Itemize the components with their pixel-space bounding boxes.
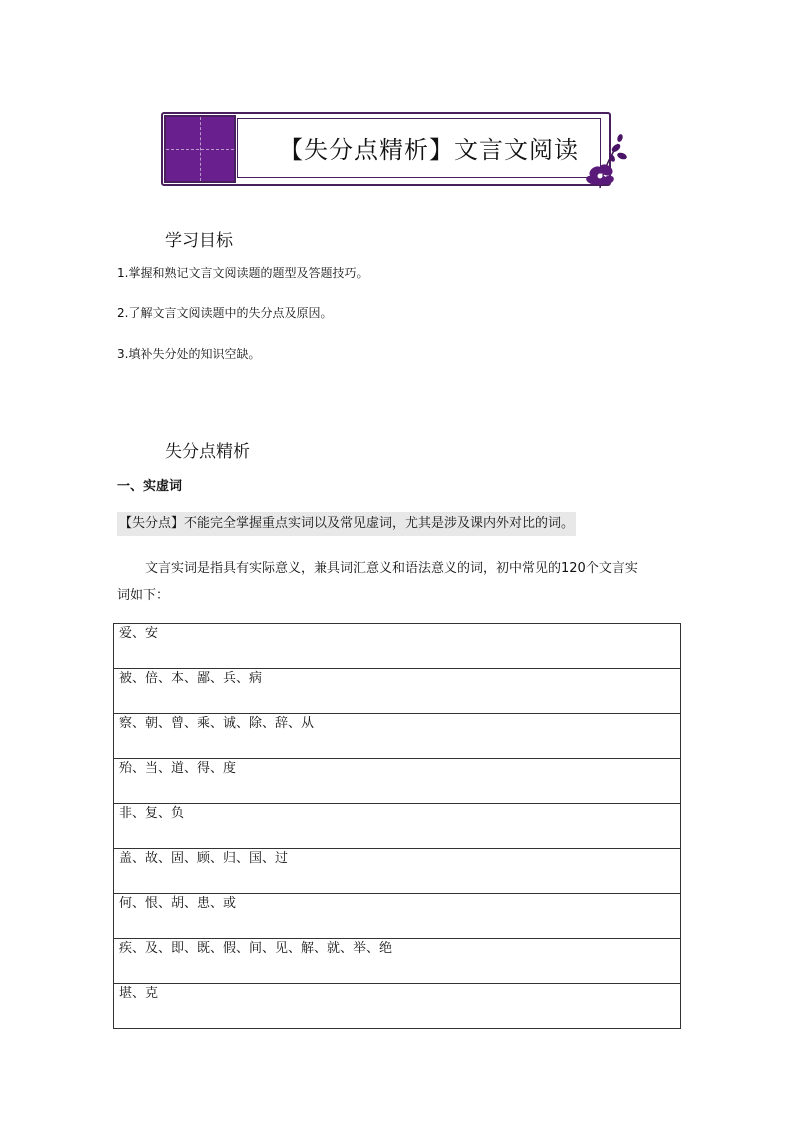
table-row xyxy=(114,669,681,714)
section-heading-1: 一、实虚词 xyxy=(117,479,183,494)
table-row xyxy=(114,804,681,849)
page-title: 【失分点精析】文言文阅读 xyxy=(279,136,579,164)
goal-item-2: 2.了解文言文阅读题中的失分点及原因。 xyxy=(117,306,333,320)
goal-item-3: 3.填补失分处的知识空缺。 xyxy=(117,347,261,361)
loss-point-highlight: 【失分点】不能完全掌握重点实词以及常见虚词，尤其是涉及课内外对比的词。 xyxy=(117,512,576,536)
table-row xyxy=(114,849,681,894)
table-row xyxy=(114,984,681,1029)
table-cell: 爱、安 xyxy=(114,624,681,669)
table-cell: 盖、故、固、顾、归、国、过 xyxy=(114,849,681,894)
goals-heading: 学习目标 xyxy=(165,231,233,251)
word-table xyxy=(113,623,681,1029)
body-text-line-2: 词如下： xyxy=(117,588,170,603)
table-cell: 堪、克 xyxy=(114,984,681,1029)
table-row xyxy=(114,714,681,759)
table-row xyxy=(114,939,681,984)
table-cell: 被、倍、本、鄙、兵、病 xyxy=(114,669,681,714)
table-cell: 非、复、负 xyxy=(114,804,681,849)
banner-purple-block xyxy=(164,115,236,183)
analysis-heading: 失分点精析 xyxy=(165,442,250,462)
table-cell: 察、朝、曾、乘、诚、除、辞、从 xyxy=(114,714,681,759)
table-row xyxy=(114,624,681,669)
table-cell: 疾、及、即、既、假、间、见、解、就、举、绝 xyxy=(114,939,681,984)
table-row xyxy=(114,894,681,939)
table-row xyxy=(114,759,681,804)
table-cell: 殆、当、道、得、度 xyxy=(114,759,681,804)
banner-dash-horizontal xyxy=(166,149,234,150)
title-banner xyxy=(161,112,611,184)
goal-item-1: 1.掌握和熟记文言文阅读题的题型及答题技巧。 xyxy=(117,266,369,280)
flower-decoration-icon xyxy=(578,130,630,192)
body-text-line-1: 文言实词是指具有实际意义，兼具词汇意义和语法意义的词，初中常见的120个文言实 xyxy=(145,561,638,576)
table-cell: 何、恨、胡、患、或 xyxy=(114,894,681,939)
